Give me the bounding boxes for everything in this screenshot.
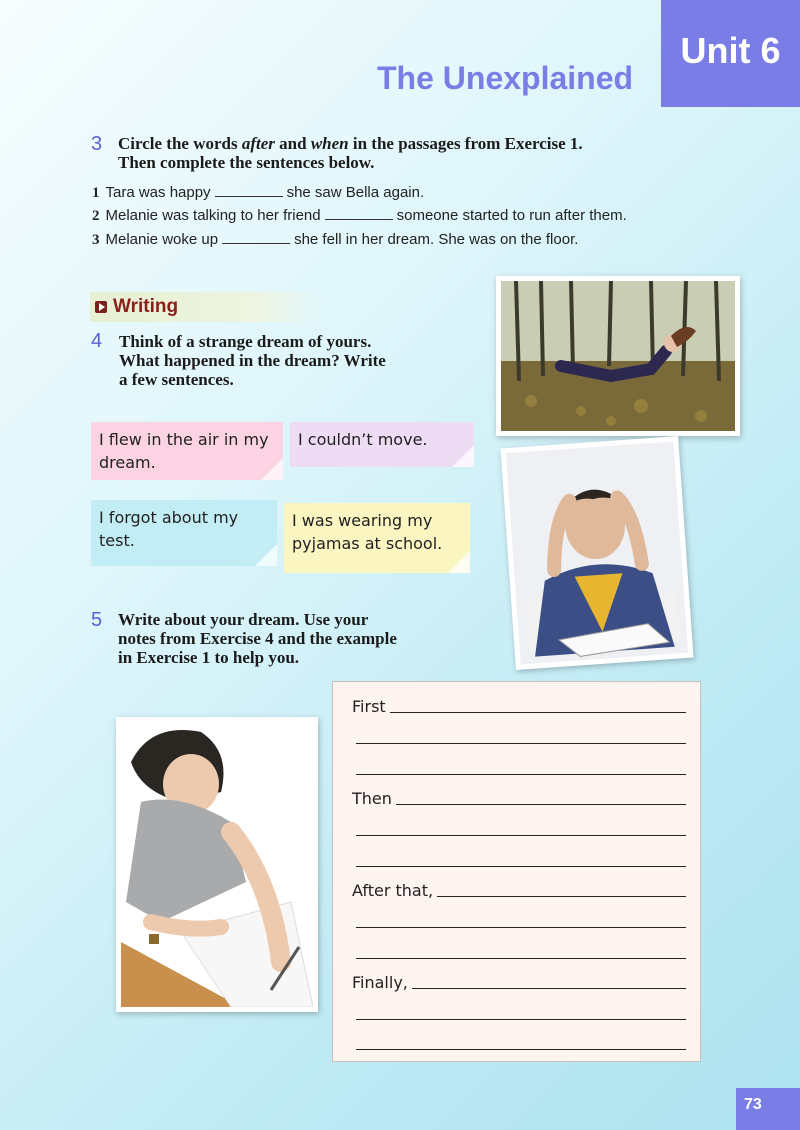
answer-writing-box <box>332 681 701 1062</box>
stressed-student-image <box>506 441 688 664</box>
exercise-4-line: Think of a strange dream of yours. <box>119 332 372 351</box>
note-card-blue <box>91 500 277 566</box>
exercise-3-word-when: when <box>310 134 349 153</box>
answer-line[interactable] <box>352 1031 686 1053</box>
answer-line[interactable] <box>352 1001 686 1023</box>
answer-line-label: First <box>352 697 386 716</box>
unit-tab <box>661 0 800 107</box>
answer-line[interactable] <box>352 786 686 808</box>
answer-line[interactable] <box>352 848 686 870</box>
answer-line[interactable] <box>352 817 686 839</box>
exercise-3-instruction-line2: Then complete the sentences below. <box>118 153 375 172</box>
sentence-text-before: Melanie was talking to her friend <box>105 207 321 224</box>
exercise-4-number: 4 <box>91 330 103 352</box>
exercise-5-line: notes from Exercise 4 and the example <box>118 629 397 648</box>
exercise-4-instruction <box>119 332 449 389</box>
woman-writing-image <box>121 722 313 1007</box>
answer-blank[interactable] <box>215 183 283 197</box>
exercise-3-instruction-mid: and <box>274 134 311 153</box>
exercise-3-word-after: after <box>241 134 275 153</box>
answer-line[interactable] <box>352 970 686 992</box>
line-rule <box>356 1048 686 1050</box>
exercise-3-instruction <box>118 134 678 172</box>
note-card-purple <box>290 422 474 467</box>
note-text: I forgot about my test. <box>99 508 239 550</box>
note-text: I couldn’t move. <box>298 430 428 449</box>
photo-woman-writing <box>116 717 318 1012</box>
photo-girl-falling-in-forest <box>496 276 740 436</box>
exercise-4-line: a few sentences. <box>119 370 234 389</box>
page-curl <box>452 445 474 467</box>
forest-scene-image <box>501 281 735 431</box>
answer-line[interactable] <box>352 909 686 931</box>
answer-line[interactable] <box>352 756 686 778</box>
page-number <box>736 1088 800 1130</box>
line-rule <box>356 742 686 744</box>
sentence-2 <box>92 206 627 225</box>
exercise-5-number: 5 <box>91 609 103 631</box>
sentence-1 <box>92 183 424 202</box>
sentence-number: 3 <box>92 232 100 248</box>
note-text: I was wearing my pyjamas at school. <box>292 511 443 553</box>
line-rule <box>396 803 686 805</box>
line-rule <box>356 957 686 959</box>
line-rule <box>356 926 686 928</box>
sentence-text-after: someone started to run after them. <box>396 207 627 224</box>
page-number-text: 73 <box>744 1096 762 1113</box>
line-rule <box>356 834 686 836</box>
line-rule <box>390 711 686 713</box>
line-rule <box>356 773 686 775</box>
sentence-text-after: she saw Bella again. <box>286 184 425 201</box>
writing-section-header <box>90 292 322 322</box>
note-text: I flew in the air in my dream. <box>99 430 269 472</box>
exercise-5-instruction <box>118 610 458 667</box>
exercise-5-line: in Exercise 1 to help you. <box>118 648 300 667</box>
answer-line[interactable] <box>352 694 686 716</box>
sentence-text-after: she fell in her dream. She was on the floor. <box>294 231 579 248</box>
answer-blank[interactable] <box>222 230 290 244</box>
page-title: The Unexplained <box>377 60 634 96</box>
answer-line[interactable] <box>352 940 686 962</box>
answer-blank[interactable] <box>325 206 393 220</box>
line-rule <box>437 895 686 897</box>
sentence-text-before: Tara was happy <box>105 184 211 201</box>
sentence-3 <box>92 230 578 249</box>
sentence-number: 2 <box>92 208 100 224</box>
note-card-pink <box>91 422 283 480</box>
writing-label: Writing <box>113 296 179 317</box>
answer-line[interactable] <box>352 878 686 900</box>
unit-label: Unit 6 <box>680 29 781 71</box>
exercise-4-line: What happened in the dream? Write <box>119 351 386 370</box>
exercise-3-instruction-post: in the passages from Exercise 1. <box>348 134 583 153</box>
page-curl <box>255 544 277 566</box>
line-rule <box>356 865 686 867</box>
answer-line[interactable] <box>352 725 686 747</box>
answer-line-label: Finally, <box>352 973 408 992</box>
sentence-text-before: Melanie woke up <box>105 231 219 248</box>
answer-line-label: Then <box>352 789 392 808</box>
line-rule <box>412 987 686 989</box>
photo-stressed-student <box>500 436 693 670</box>
line-rule <box>356 1018 686 1020</box>
play-arrow-icon <box>95 301 107 313</box>
exercise-3-number: 3 <box>91 133 103 155</box>
sentence-number: 1 <box>92 185 100 201</box>
exercise-3-instruction-pre: Circle the words <box>118 134 242 153</box>
page-curl <box>261 458 283 480</box>
page-curl <box>448 551 470 573</box>
answer-line-label: After that, <box>352 881 434 900</box>
note-card-yellow <box>284 503 470 573</box>
exercise-5-line: Write about your dream. Use your <box>118 610 369 629</box>
